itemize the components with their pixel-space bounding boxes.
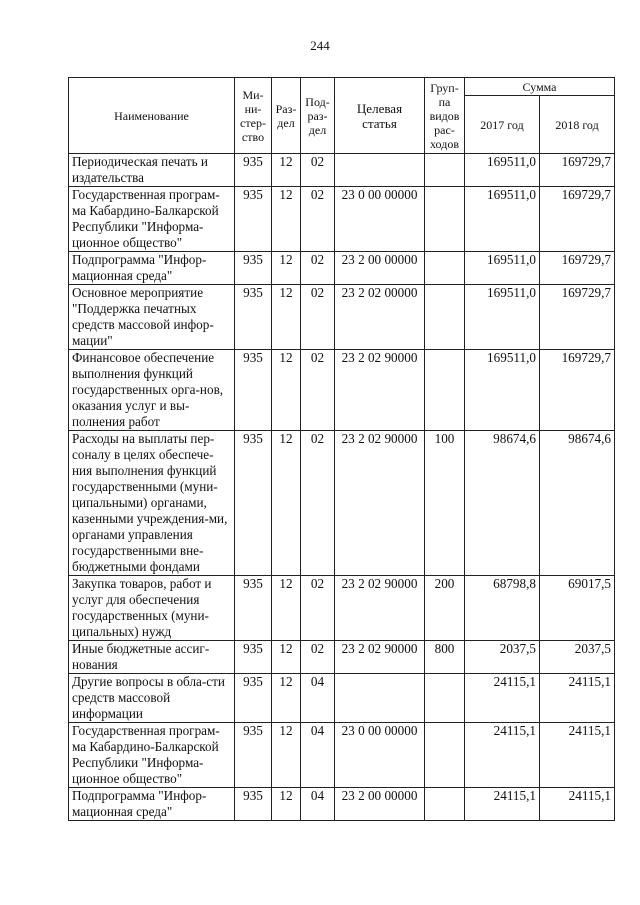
- cell-sum-2017: 24115,1: [465, 788, 540, 821]
- cell-name: Другие вопросы в обла-сти средств массовой информации: [69, 674, 235, 723]
- cell-target: 23 2 00 00000: [335, 788, 425, 821]
- cell-ministry: 935: [235, 252, 272, 285]
- cell-section: 12: [272, 154, 301, 187]
- table-row: [69, 723, 615, 788]
- cell-target: 23 2 02 90000: [335, 350, 425, 431]
- cell-sum-2017: 169511,0: [465, 350, 540, 431]
- cell-ministry: 935: [235, 576, 272, 641]
- cell-expense-group: 800: [425, 641, 465, 674]
- cell-ministry: 935: [235, 788, 272, 821]
- cell-subsection: 02: [301, 285, 335, 350]
- cell-section: 12: [272, 431, 301, 576]
- table-row: [69, 252, 615, 285]
- cell-section: 12: [272, 674, 301, 723]
- cell-sum-2017: 2037,5: [465, 641, 540, 674]
- cell-expense-group: [425, 350, 465, 431]
- table-row: [69, 350, 615, 431]
- cell-sum-2017: 24115,1: [465, 723, 540, 788]
- table-row: [69, 285, 615, 350]
- cell-sum-2018: 169729,7: [540, 154, 615, 187]
- cell-sum-2017: 169511,0: [465, 154, 540, 187]
- cell-sum-2018: 2037,5: [540, 641, 615, 674]
- cell-name: Иные бюджетные ассиг-нования: [69, 641, 235, 674]
- cell-name: Периодическая печать и издательства: [69, 154, 235, 187]
- cell-ministry: 935: [235, 674, 272, 723]
- cell-expense-group: [425, 154, 465, 187]
- cell-expense-group: [425, 788, 465, 821]
- cell-section: 12: [272, 723, 301, 788]
- page-number: 244: [310, 38, 330, 53]
- cell-target: 23 2 02 90000: [335, 431, 425, 576]
- cell-name: Финансовое обеспечение выполнения функций государственных орга-нов, оказания услуг и вы-полнения работ: [69, 350, 235, 431]
- cell-ministry: 935: [235, 723, 272, 788]
- cell-name: Основное мероприятие "Поддержка печатных средств массовой инфор-мации": [69, 285, 235, 350]
- cell-subsection: 02: [301, 576, 335, 641]
- table-row: [69, 154, 615, 187]
- cell-name: Закупка товаров, работ и услуг для обеспечения государственных (муни-ципальных) нужд: [69, 576, 235, 641]
- cell-sum-2017: 169511,0: [465, 285, 540, 350]
- cell-target: [335, 154, 425, 187]
- cell-name: Государственная програм-ма Кабардино-Балкарской Республики "Информа-ционное общество": [69, 187, 235, 252]
- cell-expense-group: 100: [425, 431, 465, 576]
- table-row: [69, 674, 615, 723]
- cell-subsection: 02: [301, 187, 335, 252]
- cell-expense-group: [425, 252, 465, 285]
- table-row: [69, 187, 615, 252]
- table-row: [69, 576, 615, 641]
- cell-sum-2017: 24115,1: [465, 674, 540, 723]
- cell-ministry: 935: [235, 154, 272, 187]
- cell-subsection: 02: [301, 350, 335, 431]
- cell-sum-2018: 24115,1: [540, 674, 615, 723]
- cell-subsection: 02: [301, 154, 335, 187]
- cell-sum-2018: 169729,7: [540, 187, 615, 252]
- cell-sum-2018: 24115,1: [540, 788, 615, 821]
- header-ministry: Ми- ни- стер- ство: [235, 78, 272, 154]
- cell-ministry: 935: [235, 641, 272, 674]
- header-sum: Сумма: [465, 78, 615, 96]
- cell-sum-2018: 169729,7: [540, 285, 615, 350]
- cell-target: 23 0 00 00000: [335, 187, 425, 252]
- table-row: [69, 788, 615, 821]
- cell-name: Расходы на выплаты пер-соналу в целях обеспече-ния выполнения функций государственными (муни-ципальными) органами, казенными учреждения-ми, органами управления государственными вне-бюджетными фондами: [69, 431, 235, 576]
- cell-target: [335, 674, 425, 723]
- header-name: Наименование: [69, 78, 235, 154]
- cell-section: 12: [272, 285, 301, 350]
- cell-section: 12: [272, 576, 301, 641]
- cell-target: 23 0 00 00000: [335, 723, 425, 788]
- header-expense-group: Груп- па видов рас- ходов: [425, 78, 465, 154]
- cell-subsection: 02: [301, 431, 335, 576]
- header-section: Раз- дел: [272, 78, 301, 154]
- table-row: [69, 641, 615, 674]
- cell-ministry: 935: [235, 431, 272, 576]
- cell-target: 23 2 02 90000: [335, 641, 425, 674]
- cell-sum-2017: 98674,6: [465, 431, 540, 576]
- header-year-2018: 2018 год: [540, 96, 615, 154]
- cell-subsection: 04: [301, 723, 335, 788]
- cell-target: 23 2 02 90000: [335, 576, 425, 641]
- cell-expense-group: [425, 723, 465, 788]
- cell-expense-group: 200: [425, 576, 465, 641]
- table-row: [69, 431, 615, 576]
- cell-sum-2017: 68798,8: [465, 576, 540, 641]
- cell-sum-2017: 169511,0: [465, 187, 540, 252]
- cell-target: 23 2 00 00000: [335, 252, 425, 285]
- cell-section: 12: [272, 788, 301, 821]
- cell-sum-2017: 169511,0: [465, 252, 540, 285]
- cell-subsection: 04: [301, 788, 335, 821]
- cell-section: 12: [272, 641, 301, 674]
- table-body: [69, 154, 615, 821]
- cell-sum-2018: 69017,5: [540, 576, 615, 641]
- budget-table: [68, 77, 615, 821]
- cell-sum-2018: 169729,7: [540, 252, 615, 285]
- cell-name: Государственная програм-ма Кабардино-Балкарской Республики "Информа-ционное общество": [69, 723, 235, 788]
- cell-subsection: 04: [301, 674, 335, 723]
- cell-name: Подпрограмма "Инфор-мационная среда": [69, 252, 235, 285]
- cell-expense-group: [425, 285, 465, 350]
- cell-expense-group: [425, 187, 465, 252]
- cell-target: 23 2 02 00000: [335, 285, 425, 350]
- cell-section: 12: [272, 350, 301, 431]
- cell-sum-2018: 169729,7: [540, 350, 615, 431]
- cell-subsection: 02: [301, 641, 335, 674]
- cell-subsection: 02: [301, 252, 335, 285]
- cell-name: Подпрограмма "Инфор-мационная среда": [69, 788, 235, 821]
- cell-section: 12: [272, 252, 301, 285]
- header-target: Целевая статья: [335, 78, 425, 154]
- cell-expense-group: [425, 674, 465, 723]
- cell-sum-2018: 24115,1: [540, 723, 615, 788]
- header-subsection: Под- раз- дел: [301, 78, 335, 154]
- header-year-2017: 2017 год: [465, 96, 540, 154]
- cell-ministry: 935: [235, 350, 272, 431]
- cell-section: 12: [272, 187, 301, 252]
- cell-sum-2018: 98674,6: [540, 431, 615, 576]
- cell-ministry: 935: [235, 285, 272, 350]
- cell-ministry: 935: [235, 187, 272, 252]
